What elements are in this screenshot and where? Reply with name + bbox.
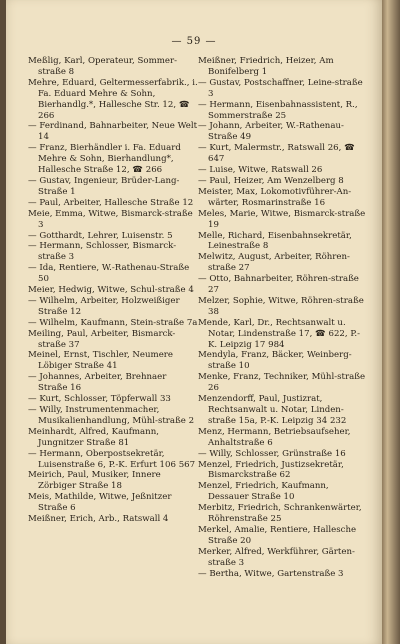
- directory-entry: Menzel, Friedrich, Justizsekretär, Bismarckstraße 62: [198, 459, 344, 481]
- directory-entry: — Johannes, Arbeiter, Brehnaer Straße 16: [28, 372, 167, 394]
- page-number: — 59 —: [171, 36, 217, 47]
- directory-entry: — Otto, Bahnarbeiter, Röhren-straße 27: [198, 274, 359, 296]
- directory-entry: — Wilhelm, Kaufmann, Stein-straße 7a: [28, 317, 198, 328]
- directory-entry: — Willy, Schlosser, Grünstraße 16: [198, 448, 346, 459]
- directory-entry: Meles, Marie, Witwe, Bismarck-straße 19: [198, 208, 366, 230]
- directory-entry: — Hermann, Schlosser, Bismarck-straße 3: [28, 241, 177, 263]
- directory-entry: Meißner, Erich, Arb., Ratswall 4: [28, 514, 169, 525]
- directory-entry: — Bertha, Witwe, Gartenstraße 3: [198, 568, 344, 579]
- directory-entry: — Hermann, Eisenbahnassistent, R., Sommerstraße 25: [198, 99, 358, 121]
- directory-entry: Mehre, Eduard, Geltermesserfabrik., i. Fa. Eduard Mehre & Sohn, Bierhandlg.*, Hallesche Str. 12, ☎ 266: [28, 77, 198, 121]
- directory-entry: Meißner, Friedrich, Heizer, Am Bonifelberg 1: [198, 56, 334, 77]
- directory-entry: — Johann, Arbeiter, W.-Rathenau-Straße 49: [198, 121, 344, 143]
- book-page-edge: [382, 0, 400, 644]
- directory-entry: Meinhardt, Alfred, Kaufmann, Jungnitzer Straße 81: [28, 426, 159, 448]
- directory-entry: — Wilhelm, Arbeiter, Holzweißiger Straße 12: [28, 295, 180, 317]
- directory-entry: Menzendorff, Paul, Justizrat, Rechtsanwalt u. Notar, Linden-straße 15a, P.-K. Leipzig 34 232: [198, 394, 347, 426]
- directory-entry: Melzer, Sophie, Witwe, Röhren-straße 38: [198, 295, 364, 317]
- directory-entry: — Gustav, Postschaffner, Leine-straße 3: [198, 77, 363, 99]
- directory-entry: Meirich, Paul, Musiker, Innere Zörbiger Straße 18: [28, 470, 161, 492]
- directory-entry: — Willy, Instrumentenmacher, Musikalienhandlung, Mühl-straße 2: [28, 405, 195, 426]
- directory-page: [6, 0, 382, 644]
- directory-entry: — Kurt, Schlosser, Töpferwall 33: [28, 394, 171, 405]
- directory-entry: Meister, Max, Lokomotivführer-An-wärter, Rosmarinstraße 16: [198, 186, 352, 208]
- directory-entry: Meier, Hedwig, Witwe, Schul-straße 4: [28, 285, 194, 296]
- directory-entry: Merbitz, Friedrich, Schrankenwärter, Röhrenstraße 25: [198, 503, 362, 525]
- right-column: [198, 56, 368, 580]
- directory-entry: Meßlig, Karl, Operateur, Sommer-straße 8: [28, 56, 177, 77]
- directory-entry: Meis, Mathilde, Witwe, Jeßnitzer Straße 6: [28, 492, 172, 514]
- directory-entry: — Luise, Witwe, Ratswall 26: [198, 165, 323, 176]
- directory-entry: — Franz, Bierhändler i. Fa. Eduard Mehre & Sohn, Bierhandlung*, Hallesche Straße 12, ☎ 266: [28, 143, 181, 176]
- directory-entry: Meinel, Ernst, Tischler, Neumere Löbiger Straße 41: [28, 350, 173, 372]
- directory-entry: — Ida, Rentiere, W.-Rathenau-Straße 50: [28, 263, 190, 285]
- directory-entry: — Gotthardt, Lehrer, Luisenstr. 5: [28, 230, 173, 241]
- directory-entry: Menz, Hermann, Betriebsaufseher, Anhaltstraße 6: [198, 426, 351, 448]
- directory-entry: Merker, Alfred, Werkführer, Gärten-straße 3: [198, 546, 355, 568]
- directory-entry: Merkel, Amalie, Rentiere, Hallesche Straße 20: [198, 524, 357, 546]
- directory-entry: — Kurt, Malermstr., Ratswall 26, ☎ 647: [198, 143, 355, 165]
- directory-entry: — Gustav, Ingenieur, Brüder-Lang-Straße 1: [28, 175, 180, 197]
- directory-entry: Melwitz, August, Arbeiter, Röhren-straße 27: [198, 252, 350, 274]
- directory-entry: — Paul, Heizer, Am Wenzelberg 8: [198, 175, 344, 186]
- directory-entry: — Hermann, Oberpostsekretär, Luisenstraße 6, P.-K. Erfurt 106 567: [28, 448, 196, 470]
- left-column: [28, 56, 198, 525]
- directory-entry: Mendyla, Franz, Bäcker, Weinberg-straße 10: [198, 350, 352, 372]
- directory-entry: Meie, Emma, Witwe, Bismarck-straße 3: [28, 208, 193, 230]
- directory-entry: — Paul, Arbeiter, Hallesche Straße 12: [28, 197, 194, 208]
- directory-entry: — Ferdinand, Bahnarbeiter, Neue Welt 14: [28, 121, 198, 143]
- directory-entry: Melle, Richard, Eisenbahnsekretär, Leinestraße 8: [198, 230, 352, 252]
- directory-entry: Menke, Franz, Techniker, Mühl-straße 26: [198, 372, 366, 394]
- directory-entry: Mende, Karl, Dr., Rechtsanwalt u. Notar, Lindenstraße 17, ☎ 622, P.-K. Leipzig 17 984: [198, 317, 361, 350]
- directory-entry: Menzel, Friedrich, Kaufmann, Dessauer Straße 10: [198, 481, 329, 503]
- directory-entry: Meiling, Paul, Arbeiter, Bismarck-straße 37: [28, 328, 176, 350]
